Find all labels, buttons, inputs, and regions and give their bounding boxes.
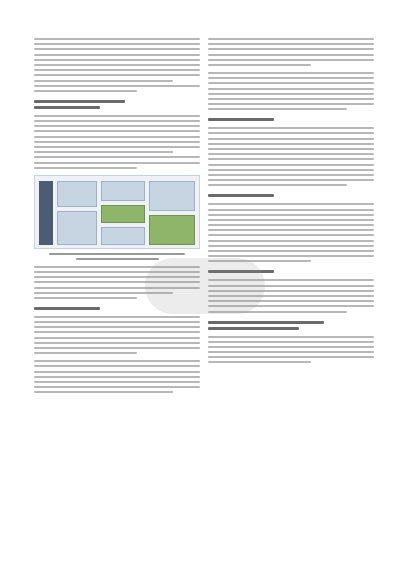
figure-collision-avoidance — [34, 175, 200, 249]
section-heading-3-cont — [208, 327, 299, 330]
paragraph-process-control-2 — [34, 360, 200, 393]
figure-caption-line-1 — [49, 253, 185, 255]
paragraph-intro — [34, 38, 200, 92]
figure-caption-line-2 — [76, 258, 159, 260]
section-heading-2-2 — [208, 118, 274, 121]
section-heading-2-cont — [34, 106, 100, 109]
paragraph-tools — [208, 203, 374, 262]
right-column — [208, 38, 374, 367]
section-heading-2-3 — [208, 194, 274, 197]
paragraph-architecture — [34, 115, 200, 169]
section-heading-3 — [208, 321, 324, 324]
section-heading-2-1 — [34, 307, 100, 310]
left-column — [34, 38, 200, 397]
paragraph-workflows — [208, 72, 374, 110]
paragraph-coral — [208, 336, 374, 364]
paragraph-data-handling — [208, 127, 374, 186]
section-heading-2 — [34, 100, 125, 103]
paragraph-process-control — [34, 316, 200, 354]
paragraph-celery — [208, 38, 374, 66]
watermark-logo — [145, 258, 265, 314]
